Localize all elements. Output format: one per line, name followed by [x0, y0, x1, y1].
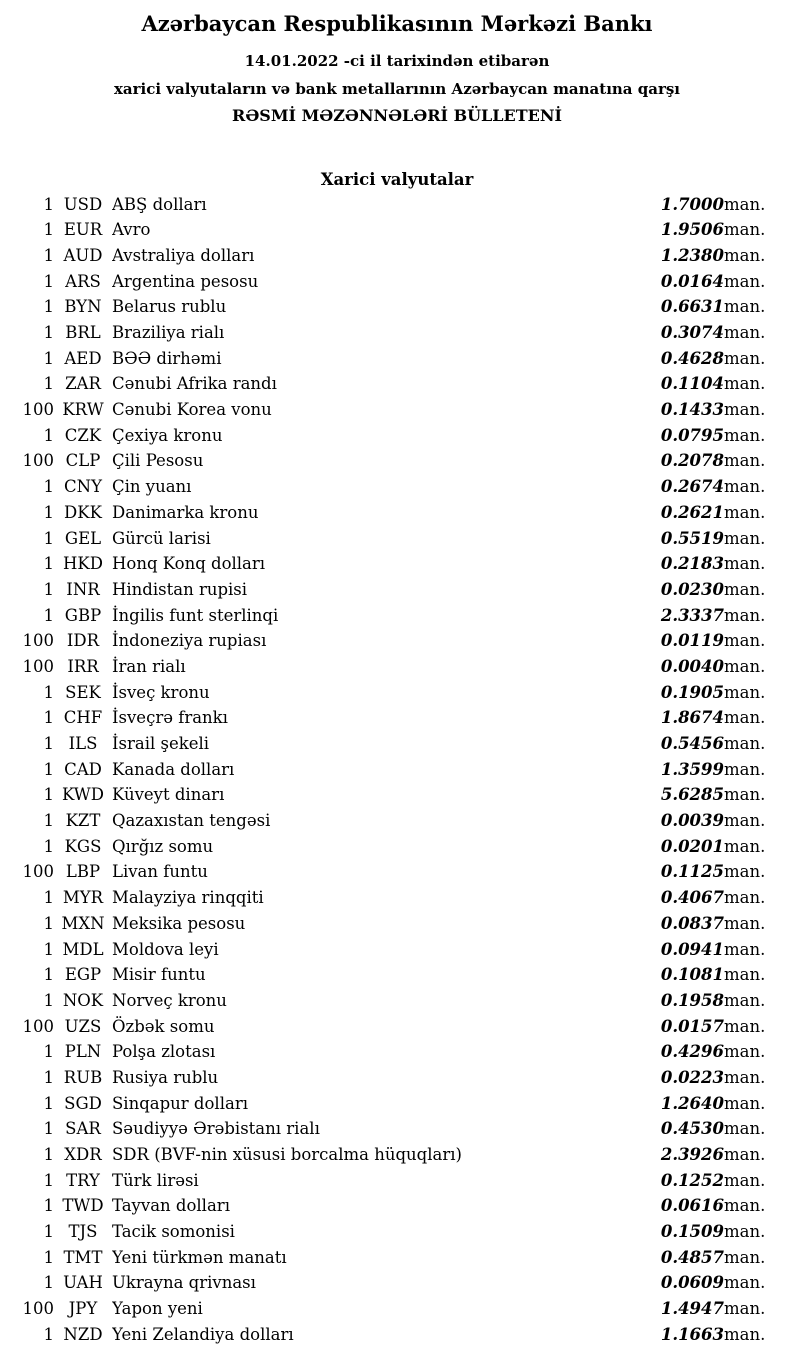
unit-label: man.	[724, 400, 766, 420]
currency-name: İsveç kronu	[112, 682, 210, 702]
table-row	[12, 552, 782, 578]
table-row	[12, 218, 782, 244]
rate-value: 1.8674	[660, 708, 724, 728]
currency-code: AED	[64, 348, 102, 368]
currency-name: ABŞ dolları	[112, 194, 207, 214]
unit-label: man.	[724, 323, 766, 343]
currency-name: BƏƏ dirhəmi	[112, 348, 222, 368]
rate-value: 0.0223	[660, 1067, 724, 1087]
unit-label: man.	[724, 1222, 766, 1242]
rate-value: 1.7000	[660, 194, 724, 214]
currency-code: SAR	[65, 1119, 101, 1139]
description-line: xarici valyutaların və bank metallarının Azərbaycan manatına qarşı	[113, 80, 681, 98]
rate-value: 0.0164	[660, 271, 724, 291]
rates-table	[12, 192, 782, 1348]
rate-quantity: 1	[43, 245, 54, 265]
currency-code: IRR	[67, 656, 99, 676]
unit-label: man.	[724, 271, 766, 291]
currency-name: SDR (BVF-nin xüsusi borcalma hüquqları)	[112, 1145, 462, 1165]
currency-name: Gürcü larisi	[112, 528, 211, 548]
rate-quantity: 1	[43, 913, 54, 933]
table-row	[12, 1220, 782, 1246]
unit-label: man.	[724, 1016, 766, 1036]
rate-quantity: 1	[43, 1196, 54, 1216]
rate-value: 0.0230	[660, 579, 724, 599]
currency-name: Çili Pesosu	[112, 451, 204, 471]
unit-label: man.	[724, 425, 766, 445]
currency-name: Malayziya rinqqiti	[112, 888, 264, 908]
unit-label: man.	[724, 990, 766, 1010]
currency-code: HKD	[63, 554, 103, 574]
currency-name: Cənubi Korea vonu	[112, 400, 272, 420]
rate-quantity: 1	[43, 477, 54, 497]
unit-label: man.	[724, 297, 766, 317]
table-row	[12, 603, 782, 629]
rates-table-body	[12, 192, 782, 1348]
rate-quantity: 1	[43, 323, 54, 343]
unit-label: man.	[724, 1042, 766, 1062]
unit-label: man.	[724, 374, 766, 394]
rate-value: 0.5519	[660, 528, 724, 548]
currency-code: CZK	[64, 425, 102, 445]
currency-name: Yeni türkmən manatı	[112, 1247, 287, 1267]
rate-quantity: 1	[43, 605, 54, 625]
rate-value: 1.2640	[660, 1093, 724, 1113]
currency-name: Avro	[112, 220, 151, 240]
currency-code: BYN	[64, 297, 102, 317]
currency-name: İngilis funt sterlinqi	[112, 605, 279, 625]
currency-name: Tacik somonisi	[112, 1222, 235, 1242]
table-row	[12, 346, 782, 372]
table-row	[12, 834, 782, 860]
currency-name: Yapon yeni	[112, 1299, 203, 1319]
currency-name: Moldova leyi	[112, 939, 219, 959]
table-row	[12, 1142, 782, 1168]
table-row	[12, 1168, 782, 1194]
table-row	[12, 192, 782, 218]
unit-label: man.	[724, 220, 766, 240]
table-row	[12, 320, 782, 346]
currency-code: XDR	[64, 1145, 102, 1165]
currency-code: NZD	[63, 1324, 103, 1344]
currency-code: DKK	[64, 502, 102, 522]
rate-quantity: 1	[43, 785, 54, 805]
currency-code: MXN	[61, 913, 105, 933]
currency-name: Meksika pesosu	[112, 913, 246, 933]
unit-label: man.	[724, 348, 766, 368]
rate-value: 0.5456	[660, 734, 724, 754]
table-row	[12, 372, 782, 398]
rate-value: 0.4857	[660, 1247, 724, 1267]
rate-quantity: 100	[22, 400, 54, 420]
rate-quantity: 1	[43, 425, 54, 445]
rate-quantity: 1	[43, 682, 54, 702]
unit-label: man.	[724, 656, 766, 676]
currency-code: TJS	[68, 1222, 98, 1242]
table-row	[12, 1271, 782, 1297]
currency-code: CLP	[65, 451, 101, 471]
rate-quantity: 1	[43, 374, 54, 394]
currency-code: GBP	[64, 605, 102, 625]
unit-label: man.	[724, 888, 766, 908]
table-row	[12, 500, 782, 526]
unit-label: man.	[724, 811, 766, 831]
table-row	[12, 654, 782, 680]
rate-quantity: 1	[43, 811, 54, 831]
rate-value: 0.1081	[660, 965, 724, 985]
table-row	[12, 911, 782, 937]
currency-name: Hindistan rupisi	[112, 579, 248, 599]
rate-value: 0.0119	[660, 631, 724, 651]
rate-value: 0.1958	[660, 990, 724, 1010]
rate-value: 0.4530	[660, 1119, 724, 1139]
rate-value: 1.4947	[660, 1299, 724, 1319]
currency-name: Sinqapur dolları	[112, 1093, 248, 1113]
currency-name: Danimarka kronu	[112, 502, 259, 522]
rate-value: 0.2078	[660, 451, 724, 471]
currency-code: TRY	[66, 1170, 100, 1190]
rate-quantity: 1	[43, 1273, 54, 1293]
currency-name: İndoneziya rupiası	[112, 631, 267, 651]
table-row	[12, 1117, 782, 1143]
unit-label: man.	[724, 528, 766, 548]
rate-quantity: 100	[22, 656, 54, 676]
currency-code: ILS	[68, 734, 98, 754]
table-row	[12, 1091, 782, 1117]
rate-quantity: 100	[22, 631, 54, 651]
currency-code: GEL	[64, 528, 102, 548]
rate-value: 0.1433	[660, 400, 724, 420]
table-row	[12, 269, 782, 295]
rate-quantity: 1	[43, 297, 54, 317]
currency-code: BRL	[65, 323, 101, 343]
currency-code: INR	[66, 579, 100, 599]
table-row	[12, 706, 782, 732]
unit-label: man.	[724, 477, 766, 497]
rate-quantity: 1	[43, 1247, 54, 1267]
currency-code: KRW	[62, 400, 104, 420]
table-row	[12, 398, 782, 424]
rate-quantity: 1	[43, 734, 54, 754]
rate-quantity: 1	[43, 1042, 54, 1062]
table-row	[12, 1014, 782, 1040]
currency-code: LBP	[65, 862, 101, 882]
currency-name: Honq Konq dolları	[112, 554, 266, 574]
table-row	[12, 988, 782, 1014]
currency-name: Çin yuanı	[112, 477, 192, 497]
unit-label: man.	[724, 1324, 766, 1344]
table-row	[12, 860, 782, 886]
currency-name: Avstraliya dolları	[112, 245, 255, 265]
rate-value: 0.2621	[660, 502, 724, 522]
rate-value: 1.9506	[660, 220, 724, 240]
rate-value: 0.0837	[660, 913, 724, 933]
unit-label: man.	[724, 245, 766, 265]
rate-value: 0.4628	[660, 348, 724, 368]
rate-quantity: 1	[43, 502, 54, 522]
section-title-foreign-currencies: Xarici valyutalar	[320, 170, 474, 189]
rate-value: 0.0616	[660, 1196, 724, 1216]
rate-quantity: 1	[43, 271, 54, 291]
unit-label: man.	[724, 734, 766, 754]
rate-value: 0.0609	[660, 1273, 724, 1293]
rate-value: 2.3337	[660, 605, 724, 625]
rate-value: 2.3926	[660, 1145, 724, 1165]
currency-name: İsrail şekeli	[112, 734, 210, 754]
table-row	[12, 809, 782, 835]
currency-code: EGP	[64, 965, 102, 985]
currency-code: CHF	[63, 708, 103, 728]
table-row	[12, 1040, 782, 1066]
rate-quantity: 1	[43, 836, 54, 856]
currency-code: NOK	[62, 990, 104, 1010]
currency-name: Cənubi Afrika randı	[112, 374, 277, 394]
table-row	[12, 1297, 782, 1323]
rate-value: 5.6285	[660, 785, 724, 805]
currency-code: KZT	[65, 811, 101, 831]
unit-label: man.	[724, 759, 766, 779]
currency-name: Türk lirəsi	[112, 1170, 199, 1190]
effective-date-line: 14.01.2022 -ci il tarixindən etibarən	[244, 52, 550, 70]
currency-name: Özbək somu	[112, 1016, 215, 1036]
rate-quantity: 100	[22, 451, 54, 471]
currency-name: Səudiyyə Ərəbistanı rialı	[112, 1119, 320, 1139]
currency-name: Yeni Zelandiya dolları	[112, 1324, 294, 1344]
currency-code: IDR	[66, 631, 100, 651]
currency-name: İsveçrə frankı	[112, 708, 228, 728]
currency-name: Qazaxıstan tengəsi	[112, 811, 271, 831]
unit-label: man.	[724, 1196, 766, 1216]
unit-label: man.	[724, 451, 766, 471]
currency-name: Norveç kronu	[112, 990, 227, 1010]
table-row	[12, 475, 782, 501]
unit-label: man.	[724, 1145, 766, 1165]
table-row	[12, 1194, 782, 1220]
currency-code: AUD	[63, 245, 103, 265]
unit-label: man.	[724, 1299, 766, 1319]
unit-label: man.	[724, 1093, 766, 1113]
table-row	[12, 1065, 782, 1091]
table-row	[12, 577, 782, 603]
rate-quantity: 1	[43, 528, 54, 548]
rate-value: 0.1509	[660, 1222, 724, 1242]
rate-quantity: 1	[43, 759, 54, 779]
currency-name: Qırğız somu	[112, 836, 214, 856]
currency-code: EUR	[63, 220, 103, 240]
table-row	[12, 680, 782, 706]
currency-name: Küveyt dinarı	[112, 785, 225, 805]
rate-quantity: 1	[43, 348, 54, 368]
currency-code: KGS	[64, 836, 102, 856]
rate-quantity: 1	[43, 1093, 54, 1113]
rate-quantity: 1	[43, 1119, 54, 1139]
rate-quantity: 100	[22, 1016, 54, 1036]
unit-label: man.	[724, 1273, 766, 1293]
currency-name: Ukrayna qrivnası	[112, 1273, 256, 1293]
rate-value: 1.1663	[660, 1324, 724, 1344]
currency-code: KWD	[62, 785, 104, 805]
rate-quantity: 1	[43, 1222, 54, 1242]
unit-label: man.	[724, 939, 766, 959]
rate-quantity: 1	[43, 888, 54, 908]
currency-name: Misir funtu	[112, 965, 206, 985]
unit-label: man.	[724, 1247, 766, 1267]
currency-code: SEK	[65, 682, 101, 702]
currency-code: USD	[63, 194, 103, 214]
currency-code: MDL	[62, 939, 104, 959]
unit-label: man.	[724, 1119, 766, 1139]
rate-quantity: 1	[43, 990, 54, 1010]
unit-label: man.	[724, 708, 766, 728]
table-row	[12, 526, 782, 552]
bank-title: Azərbaycan Respublikasının Mərkəzi Bankı	[141, 11, 653, 36]
rate-quantity: 100	[22, 862, 54, 882]
bulletin-title: RƏSMİ MƏZƏNNƏLƏRİ BÜLLETENİ	[232, 106, 562, 125]
rate-quantity: 1	[43, 194, 54, 214]
unit-label: man.	[724, 965, 766, 985]
table-row	[12, 783, 782, 809]
rate-value: 0.0795	[660, 425, 724, 445]
rate-value: 0.3074	[660, 323, 724, 343]
rate-value: 1.3599	[660, 759, 724, 779]
currency-name: Çexiya kronu	[112, 425, 223, 445]
rate-quantity: 1	[43, 1145, 54, 1165]
rate-value: 0.4296	[660, 1042, 724, 1062]
rate-quantity: 1	[43, 708, 54, 728]
table-row	[12, 1245, 782, 1271]
rate-value: 0.4067	[660, 888, 724, 908]
currency-name: İran rialı	[112, 656, 186, 676]
rate-quantity: 1	[43, 1324, 54, 1344]
unit-label: man.	[724, 862, 766, 882]
rate-value: 0.0941	[660, 939, 724, 959]
currency-code: CAD	[64, 759, 102, 779]
table-row	[12, 423, 782, 449]
rate-quantity: 1	[43, 579, 54, 599]
table-row	[12, 629, 782, 655]
currency-code: ZAR	[65, 374, 101, 394]
unit-label: man.	[724, 554, 766, 574]
currency-code: UZS	[64, 1016, 102, 1036]
rate-value: 0.1104	[660, 374, 724, 394]
rate-quantity: 1	[43, 220, 54, 240]
rate-quantity: 1	[43, 965, 54, 985]
table-row	[12, 731, 782, 757]
rate-quantity: 1	[43, 939, 54, 959]
currency-name: Belarus rublu	[112, 297, 227, 317]
table-row	[12, 886, 782, 912]
table-row	[12, 295, 782, 321]
unit-label: man.	[724, 913, 766, 933]
rate-value: 0.1252	[660, 1170, 724, 1190]
rate-value: 0.6631	[660, 297, 724, 317]
unit-label: man.	[724, 836, 766, 856]
rate-quantity: 1	[43, 1170, 54, 1190]
currency-code: UAH	[63, 1273, 103, 1293]
currency-name: Polşa zlotası	[112, 1042, 216, 1062]
table-row	[12, 243, 782, 269]
unit-label: man.	[724, 1170, 766, 1190]
rate-quantity: 100	[22, 1299, 54, 1319]
currency-name: Kanada dolları	[112, 759, 235, 779]
currency-name: Braziliya rialı	[112, 323, 225, 343]
currency-name: Livan funtu	[112, 862, 208, 882]
currency-code: SGD	[64, 1093, 102, 1113]
currency-code: RUB	[63, 1067, 103, 1087]
rate-value: 0.0040	[660, 656, 724, 676]
unit-label: man.	[724, 194, 766, 214]
currency-code: TMT	[63, 1247, 103, 1267]
currency-name: Argentina pesosu	[112, 271, 259, 291]
table-row	[12, 963, 782, 989]
rate-value: 1.2380	[660, 245, 724, 265]
unit-label: man.	[724, 605, 766, 625]
unit-label: man.	[724, 1067, 766, 1087]
unit-label: man.	[724, 785, 766, 805]
unit-label: man.	[724, 502, 766, 522]
currency-code: CNY	[64, 477, 102, 497]
table-row	[12, 757, 782, 783]
unit-label: man.	[724, 579, 766, 599]
rate-value: 0.0157	[660, 1016, 724, 1036]
rate-value: 0.0039	[660, 811, 724, 831]
table-row	[12, 449, 782, 475]
rate-value: 0.1905	[660, 682, 724, 702]
rate-value: 0.0201	[660, 836, 724, 856]
currency-code: JPY	[68, 1299, 98, 1319]
rate-quantity: 1	[43, 1067, 54, 1087]
currency-code: MYR	[62, 888, 104, 908]
currency-name: Rusiya rublu	[112, 1067, 219, 1087]
rate-value: 0.2674	[660, 477, 724, 497]
currency-code: ARS	[65, 271, 101, 291]
unit-label: man.	[724, 631, 766, 651]
rate-value: 0.2183	[660, 554, 724, 574]
currency-code: PLN	[64, 1042, 102, 1062]
unit-label: man.	[724, 682, 766, 702]
table-row	[12, 1322, 782, 1348]
rate-value: 0.1125	[660, 862, 724, 882]
table-row	[12, 937, 782, 963]
rate-quantity: 1	[43, 554, 54, 574]
currency-name: Tayvan dolları	[112, 1196, 230, 1216]
currency-code: TWD	[62, 1196, 104, 1216]
document-header	[12, 10, 782, 126]
